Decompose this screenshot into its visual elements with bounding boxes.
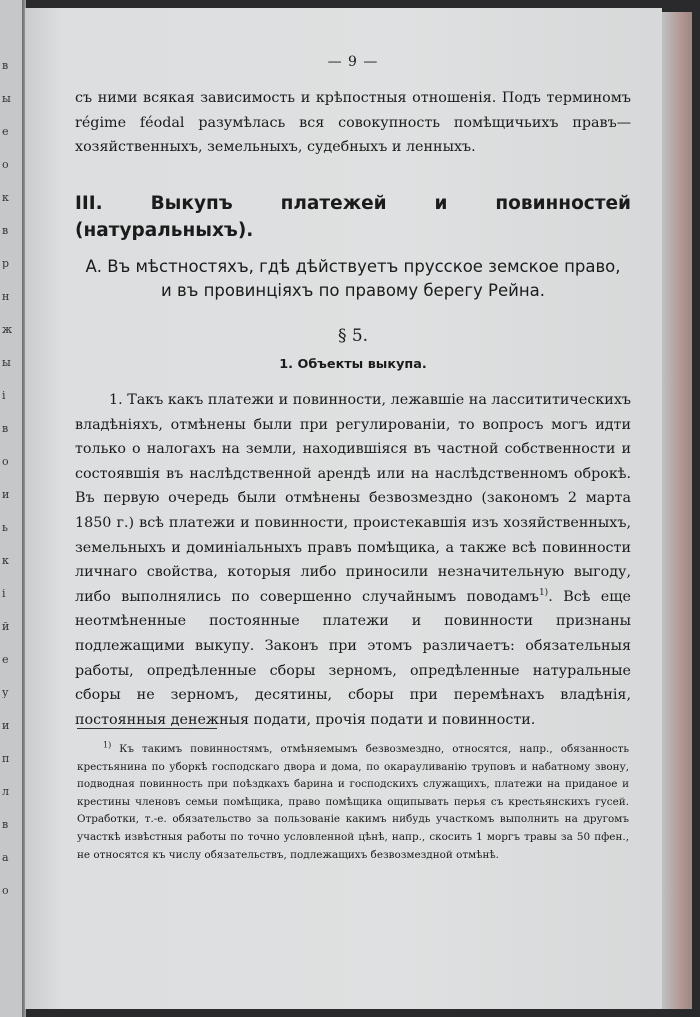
- left-page-fragment: е: [2, 654, 9, 665]
- left-page-fragment: р: [2, 258, 10, 269]
- left-page-fragment: в: [2, 423, 9, 434]
- left-page-fragment: ж: [2, 324, 13, 335]
- left-page-fragment: ы: [2, 357, 11, 368]
- left-page-fragment: и: [2, 489, 10, 500]
- book-page: [25, 8, 662, 1009]
- paragraph-section-mark: § 5.: [337, 326, 369, 346]
- left-page-fragment: в: [2, 225, 9, 236]
- footnote-mark: 1): [103, 740, 112, 750]
- left-page-fragment: й: [2, 621, 10, 632]
- subsection-heading-line-2: и въ провинціяхъ по правому берегу Рейна.: [161, 281, 545, 300]
- page-number: — 9 —: [327, 54, 379, 70]
- left-page-fragment: н: [2, 291, 10, 302]
- main-paragraph: [75, 388, 631, 732]
- left-page-fragment: і: [2, 390, 6, 401]
- footnote-text: Къ такимъ повинностямъ, отмѣняемымъ безвозмездно, относятся, напр., обязанность крестьянина по уборкѣ господскаго двора и дома, по окарауливанію труповъ и набатному звону, подводная повинность при поѣздкахъ барина и господскихъ служащихъ, платежи на приданое и крестины членовъ семьи помѣщика, право помѣщика ощипывать перья съ крестьянскихъ гусей. Отработки, т.-е. обязательство за пользованіе какимъ нибудь участкомъ выполнить на другомъ участкѣ извѣстныя работы по точно условленной цѣнѣ, напр., скосить 1 моргъ травы за 50 пфен., не относятся къ числу обязательствъ, подлежащихъ безвозмездной отмѣнѣ.: [77, 743, 629, 861]
- left-page-fragment: і: [2, 588, 6, 599]
- left-page-fragment: к: [2, 192, 9, 203]
- left-page-fragment: ь: [2, 522, 8, 533]
- continuation-paragraph: съ ними всякая зависимость и крѣпостныя отношенія. Подъ терминомъ régime féodal разумѣлась вся совокупность помѣщичьихъ правъ—хозяйственныхъ, земельныхъ, судебныхъ и ленныхъ.: [75, 90, 631, 156]
- left-page-fragment: л: [2, 786, 9, 797]
- left-page-fragment: в: [2, 819, 9, 830]
- left-page-fragment: о: [2, 456, 9, 467]
- left-page-fragment: п: [2, 753, 10, 764]
- right-page-edge: [662, 12, 692, 1009]
- left-page-edge: [0, 0, 24, 1017]
- footnote-divider: [77, 728, 217, 729]
- left-page-fragment: е: [2, 126, 9, 137]
- left-page-fragment: у: [2, 687, 9, 698]
- subsection-heading-a: [73, 255, 633, 303]
- left-page-fragment: а: [2, 852, 9, 863]
- left-page-fragment: ы: [2, 93, 11, 104]
- left-page-fragment: о: [2, 885, 9, 896]
- left-page-fragment: к: [2, 555, 9, 566]
- left-page-fragment: в: [2, 60, 9, 71]
- footnote-reference: 1): [538, 587, 549, 598]
- section-heading-iii: III. Выкупъ платежей и повинностей (натуральныхъ).: [75, 193, 631, 241]
- footnote: [77, 741, 629, 864]
- left-page-fragment: о: [2, 159, 9, 170]
- main-paragraph-text-1: 1. Такъ какъ платежи и повинности, лежавшіе на лассититическихъ владѣніяхъ, отмѣнены были при регулированіи, то вопросъ могъ идти только о налогахъ на земли, находившіяся въ частной собственности и состоявшія въ наслѣдственной арендѣ или на наслѣдственномъ оброкѣ. Въ первую очередь были отмѣнены безвозмездно (закономъ 2 марта 1850 г.) всѣ платежи и повинности, проистекавшія изъ хозяйственныхъ, земельныхъ и доминіальныхъ правъ помѣщика, а также всѣ повинности личнаго свойства, которыя либо приносили незначительную выгоду, либо выполнялись по совершенно случайнымъ поводамъ: [75, 392, 631, 605]
- subsection-heading-line-1: А. Въ мѣстностяхъ, гдѣ дѣйствуетъ прусское земское право,: [85, 257, 621, 276]
- main-paragraph-text-2: . Всѣ еще неотмѣненные постоянные платежи и повинности признаны подлежащими выкупу. Законъ при этомъ различаетъ: обязательныя работы, опредѣленные сборы зерномъ, опредѣленные натуральные сборы не зерномъ, десятины, сборы при перемѣнахъ владѣнія, постоянныя денежныя подати, прочія подати и повинности.: [75, 588, 631, 728]
- left-page-fragment: и: [2, 720, 10, 731]
- subheading-objects-of-redemption: 1. Объекты выкупа.: [279, 357, 427, 372]
